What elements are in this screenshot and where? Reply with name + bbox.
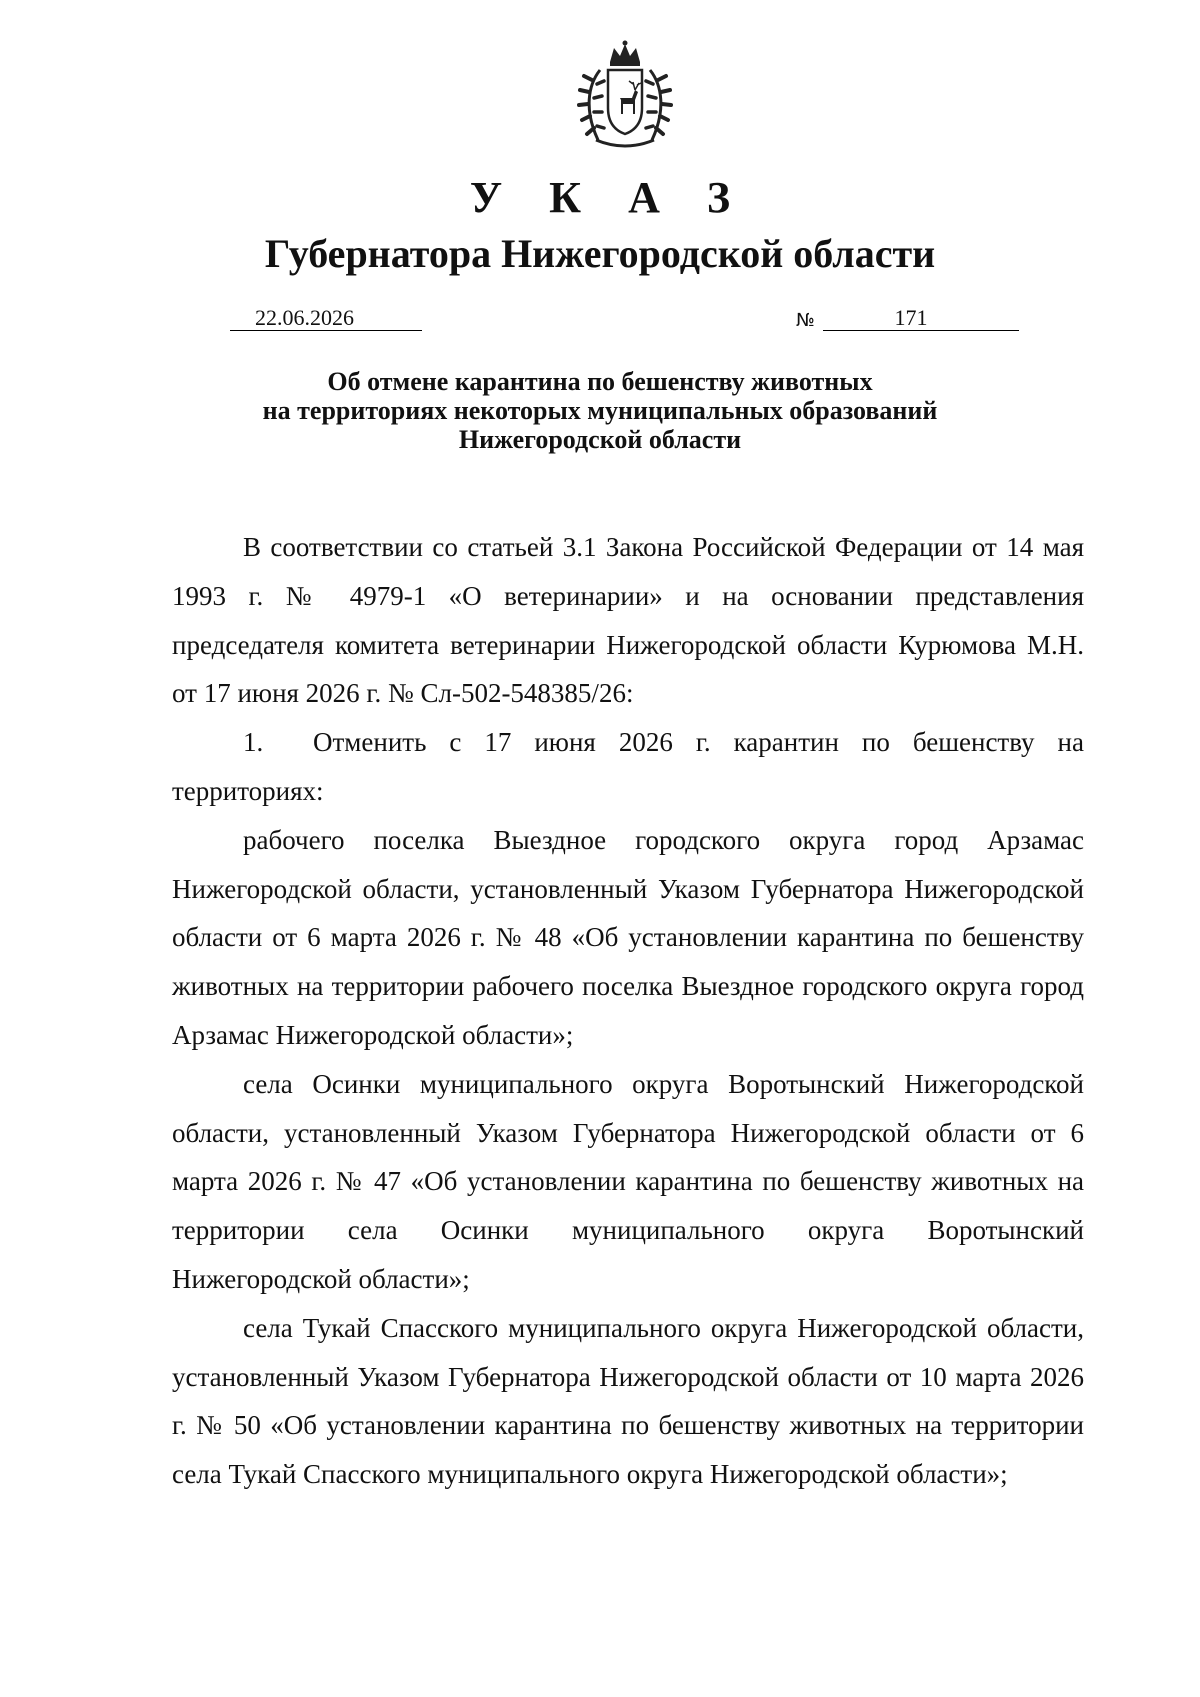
decree-number: 171 (823, 306, 1019, 331)
intro-paragraph: В соответствии со статьей 3.1 Закона Российской Федерации от 14 мая 1993 г. № 4979-1 «О ветеринарии» и на основании представления председателя комитета ветеринарии Нижегородской области Курюмова М.Н. от 17 июня 2026 г. № Сл-502-548385/26: (172, 532, 1084, 709)
decree-body (172, 523, 1084, 1499)
territory-paragraph: села Тукай Спасского муниципального округа Нижегородской области, установленный Указом Губернатора Нижегородской области от 10 марта 2026 г. № 50 «Об установлении карантина по бешенству животных на территории села Тукай Спасского муниципального округа Нижегородской области»; (172, 1312, 1084, 1490)
number-sign: № (796, 310, 815, 331)
territory-paragraph: рабочего поселка Выездное городского округа город Арзамас Нижегородской области, установленный Указом Губернатора Нижегородской области от 6 марта 2026 г. № 48 «Об установлении карантина по бешенству животных на территории рабочего поселка Выездное городского округа город Арзамас Нижегородской области»; (172, 824, 1084, 1050)
territory-paragraph: села Осинки муниципального округа Воротынский Нижегородской области, установленный Указом Губернатора Нижегородской области от 6 марта 2026 г. № 47 «Об установлении карантина по бешенству животных на территории села Осинки муниципального округа Воротынский Нижегородской области»; (172, 1068, 1084, 1294)
issuer-title: Губернатора Нижегородской области (264, 231, 936, 276)
decree-heading-line: Об отмене карантина по бешенству животных (327, 367, 873, 396)
decree-heading (0, 367, 1200, 454)
decree-heading-line: Нижегородской области (458, 425, 742, 454)
item-text: Отменить с 17 июня 2026 г. карантин по бешенству на территориях: (172, 727, 1084, 806)
item-number: 1. (243, 727, 264, 758)
item-1-paragraph (172, 718, 1084, 816)
decree-heading-line: на территориях некоторых муниципальных образований (262, 396, 938, 425)
document-type-title: У К А З (469, 173, 749, 222)
decree-date: 22.06.2026 (230, 306, 422, 331)
coat-of-arms-icon (570, 40, 680, 150)
